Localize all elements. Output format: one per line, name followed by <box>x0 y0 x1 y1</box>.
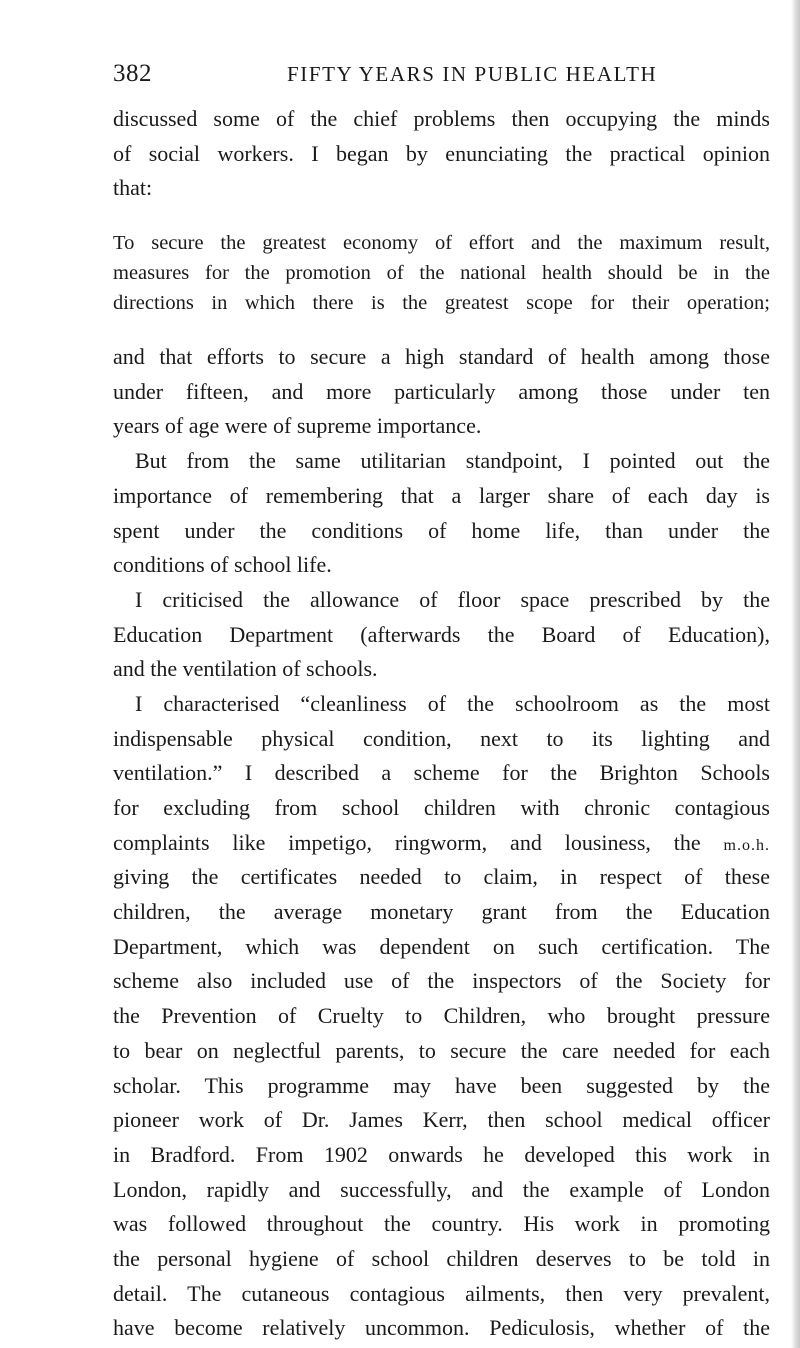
page-edge-shadow <box>791 0 800 1348</box>
moh-abbreviation: m.o.h. <box>723 836 770 854</box>
text-line: and that efforts to secure a high standard of health among those <box>113 344 770 370</box>
text-line: Education Department (afterwards the Board of Education), <box>113 621 770 647</box>
text-line: Department, which was dependent on such certification. The <box>113 933 770 959</box>
text-line: years of age were of supreme importance. <box>113 413 482 439</box>
block-quote <box>113 228 770 318</box>
text-line: in Bradford. From 1902 onwards he developed this work in <box>113 1141 770 1167</box>
text-line: giving the certificates needed to claim, in respect of these <box>113 864 770 890</box>
text-line: scheme also included use of the inspectors of the Society for <box>113 968 770 994</box>
text-line: I criticised the allowance of floor space prescribed by the <box>135 586 770 612</box>
utilitarian-paragraph <box>113 444 770 583</box>
text-line: ventilation.” I described a scheme for the Brighton Schools <box>113 760 770 786</box>
text-line: under fifteen, and more particularly among those under ten <box>113 378 770 404</box>
text-line: indispensable physical condition, next to its lighting and <box>113 725 770 751</box>
text-line: and the ventilation of schools. <box>113 656 378 682</box>
page-number: 382 <box>113 60 152 87</box>
text-fragment: complaints like impetigo, ringworm, and lousiness, the <box>113 829 701 855</box>
text-line: children, the average monetary grant from the Education <box>113 899 770 925</box>
text-line: discussed some of the chief problems then occupying the minds <box>113 106 770 131</box>
text-line: the personal hygiene of school children deserves to be told in <box>113 1245 770 1271</box>
criticised-paragraph <box>113 583 770 687</box>
quote-line: To secure the greatest economy of effort and the maximum result, <box>113 232 770 255</box>
text-line: conditions of school life. <box>113 552 332 578</box>
text-line: London, rapidly and successfully, and the example of London <box>113 1176 770 1202</box>
text-line: pioneer work of Dr. James Kerr, then school medical officer <box>113 1107 770 1133</box>
after-quote-paragraph <box>113 340 770 444</box>
text-line: of social workers. I began by enunciating the practical opinion <box>113 140 770 166</box>
text-line: that: <box>113 175 153 201</box>
text-line: spent under the conditions of home life, than under the <box>113 517 770 543</box>
text-line: for excluding from school children with chronic contagious <box>113 795 770 820</box>
quote-line: directions in which there is the greatest scope for their operation; <box>113 292 770 315</box>
text-line: have become relatively uncommon. Pediculosis, whether of the <box>113 1315 770 1341</box>
intro-paragraph <box>113 102 770 206</box>
body-text <box>113 102 770 1346</box>
quote-line: measures for the promotion of the national health should be in the <box>113 262 770 285</box>
text-line: detail. The cutaneous contagious ailments, then very prevalent, <box>113 1280 770 1306</box>
running-head: FIFTY YEARS IN PUBLIC HEALTH <box>287 62 658 86</box>
characterised-paragraph <box>113 687 770 1346</box>
text-line: scholar. This programme may have been suggested by the <box>113 1072 770 1098</box>
text-line: was followed throughout the country. His work in promoting <box>113 1211 770 1237</box>
text-line: to bear on neglectful parents, to secure the care needed for each <box>113 1037 770 1063</box>
text-line: the Prevention of Cruelty to Children, who brought pressure <box>113 1003 770 1029</box>
text-line <box>113 826 770 861</box>
text-line: importance of remembering that a larger share of each day is <box>113 482 770 508</box>
page-header <box>113 60 770 94</box>
text-line: But from the same utilitarian standpoint, I pointed out the <box>135 448 770 474</box>
text-line: I characterised “cleanliness of the schoolroom as the most <box>135 690 770 716</box>
